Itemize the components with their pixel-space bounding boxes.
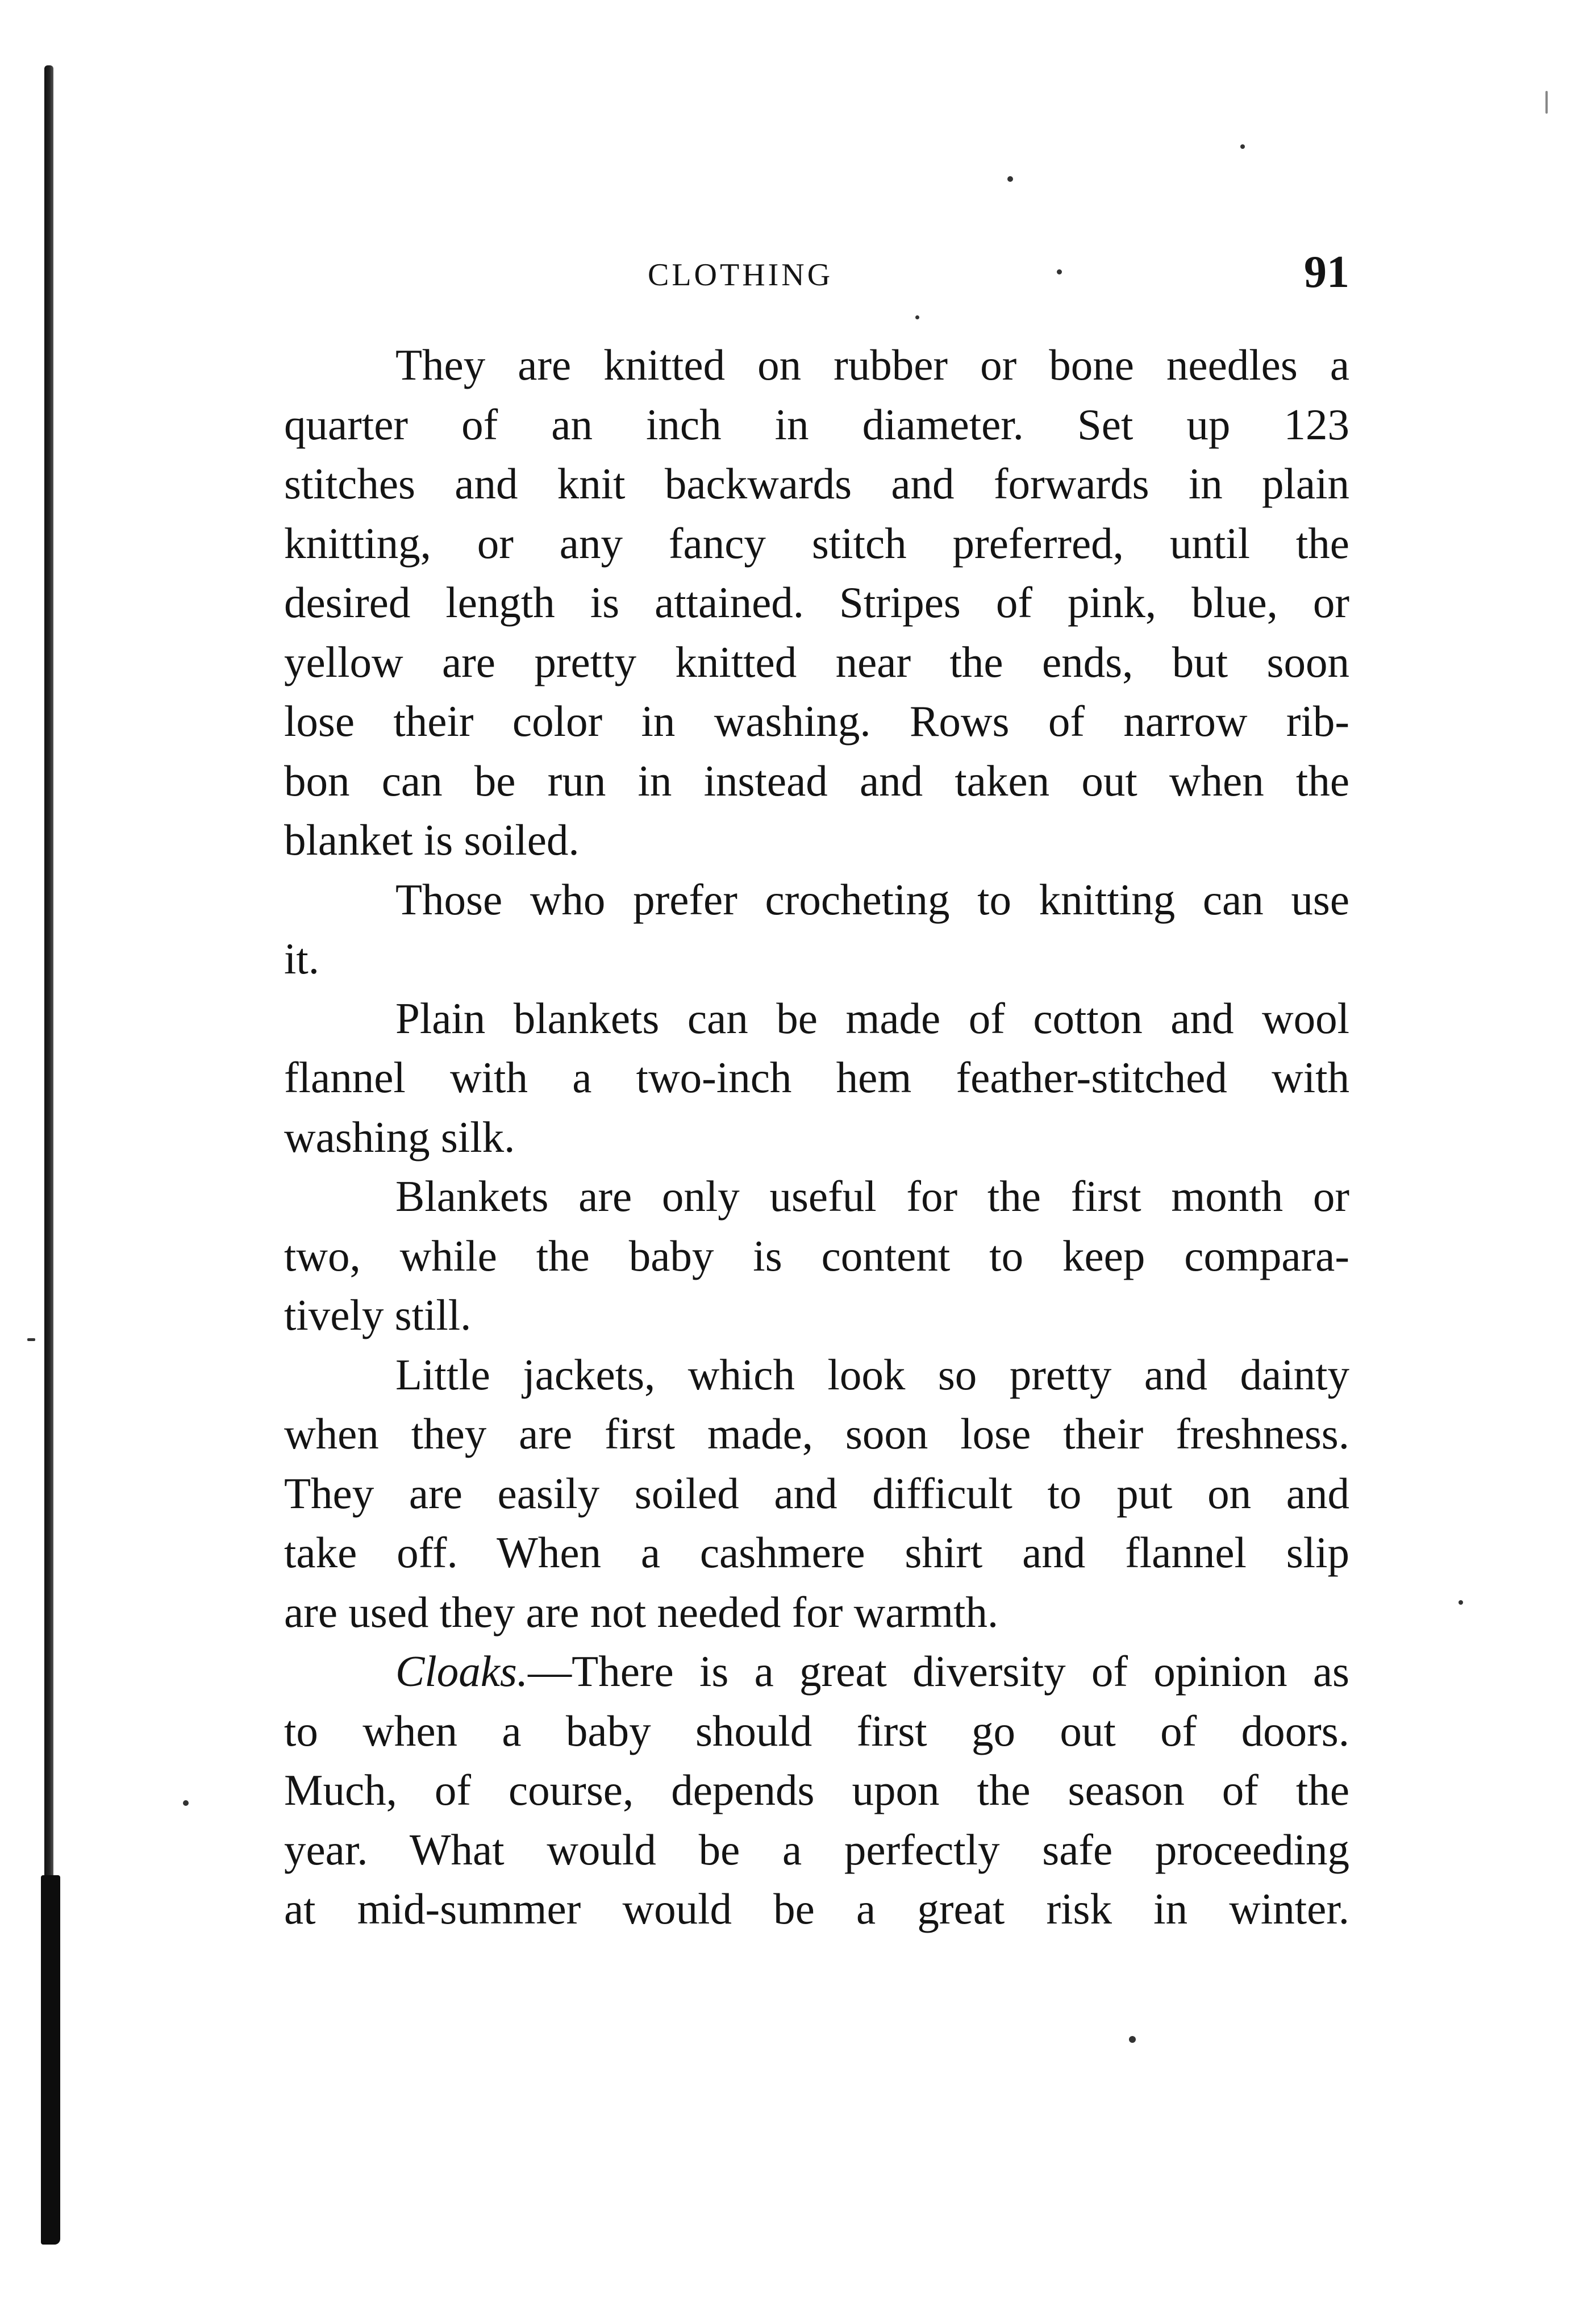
text-line: yellow are pretty knitted near the ends, but soon (284, 637, 1349, 686)
text-line: blanket is soiled. (284, 815, 580, 864)
text-line: two, while the baby is content to keep compara- (284, 1231, 1349, 1280)
page-number: 91 (1304, 247, 1349, 297)
scan-speck (27, 1338, 35, 1341)
paragraph (284, 989, 1349, 1167)
running-head (284, 247, 1349, 301)
text-line: it. (284, 934, 320, 983)
text-line: They are easily soiled and difficult to put on and (284, 1468, 1349, 1518)
text-line: Plain blankets can be made of cotton and wool (395, 993, 1349, 1043)
paragraph (284, 1345, 1349, 1642)
text-line: lose their color in washing. Rows of narrow rib- (284, 697, 1349, 746)
paragraph (284, 870, 1349, 989)
text-line: washing silk. (284, 1112, 515, 1161)
scan-speck (1007, 176, 1013, 182)
binding-edge-shadow (41, 1875, 60, 2245)
text-line-rest: —There is a great diversity of opinion as (528, 1647, 1349, 1696)
text-line: bon can be run in instead and taken out when the (284, 756, 1349, 805)
scan-speck (1545, 91, 1548, 114)
paragraph (284, 1167, 1349, 1345)
running-head-title: CLOTHING (648, 257, 834, 293)
text-line (284, 1642, 1349, 1701)
scan-speck (1459, 1600, 1463, 1605)
scan-speck (183, 1800, 189, 1806)
section-lead-italic: Cloaks. (395, 1647, 528, 1696)
text-line: at mid-summer would be a great risk in winter. (284, 1884, 1349, 1933)
text-line: Blankets are only useful for the first month or (395, 1172, 1349, 1221)
scan-speck (1129, 2036, 1136, 2043)
text-line: are used they are not needed for warmth. (284, 1587, 999, 1637)
text-line: desired length is attained. Stripes of pink, blue, or (284, 578, 1349, 627)
text-line: Little jackets, which look so pretty and dainty (395, 1350, 1349, 1399)
text-line: stitches and knit backwards and forwards in plain (284, 459, 1349, 508)
text-line: Those who prefer crocheting to knitting can use (395, 875, 1349, 924)
text-line: when they are first made, soon lose their freshness. (284, 1409, 1349, 1458)
scan-speck (915, 315, 919, 319)
text-line: tively still. (284, 1290, 472, 1339)
paragraph (284, 335, 1349, 870)
text-line: year. What would be a perfectly safe proceeding (284, 1825, 1349, 1874)
body-text (284, 335, 1349, 1939)
text-line: flannel with a two-inch hem feather-stitched with (284, 1053, 1349, 1102)
text-line: They are knitted on rubber or bone needles a (395, 340, 1349, 389)
paragraph (284, 1642, 1349, 1939)
text-line: Much, of course, depends upon the season of the (284, 1766, 1349, 1814)
text-line: take off. When a cashmere shirt and flannel slip (284, 1528, 1349, 1577)
text-line: quarter of an inch in diameter. Set up 123 (284, 399, 1349, 449)
scan-speck (1240, 144, 1245, 149)
text-line: to when a baby should first go out of doors. (284, 1706, 1349, 1755)
text-line: knitting, or any fancy stitch preferred, until the (284, 518, 1349, 568)
